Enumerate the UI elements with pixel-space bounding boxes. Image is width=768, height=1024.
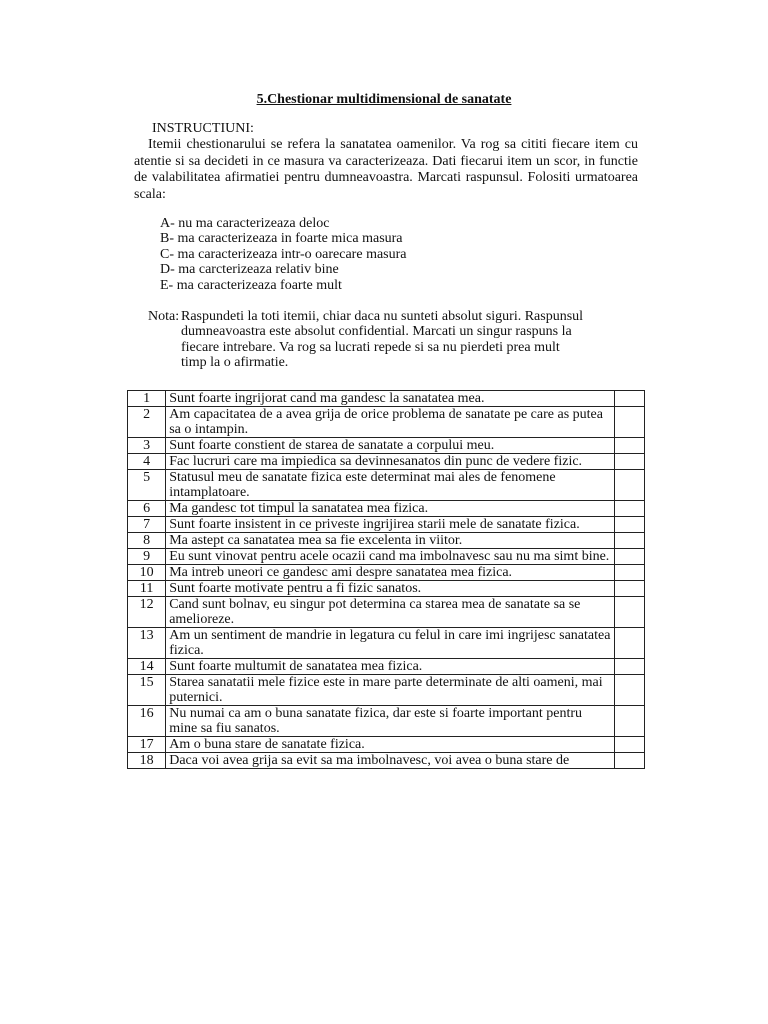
answer-cell[interactable]: [614, 470, 644, 501]
answer-cell[interactable]: [614, 659, 644, 675]
item-statement: Sunt foarte insistent in ce priveste ingrijirea starii mele de sanatate fizica.: [166, 517, 615, 533]
item-statement: Statusul meu de sanatate fizica este determinat mai ales de fenomene intamplatoare.: [166, 470, 615, 501]
item-number: 8: [128, 533, 166, 549]
answer-cell[interactable]: [614, 391, 644, 407]
item-number: 18: [128, 753, 166, 769]
table-row: [128, 581, 645, 597]
item-number: 5: [128, 470, 166, 501]
instructions-paragraph: Itemii chestionarului se refera la sanatatea oamenilor. Va rog sa cititi fiecare item cu atentie si sa decideti in ce masura va caracterizeaza. Dati fiecarui item un scor, in functie de valabilitatea afirmatiei pentru dumneavoastra. Marcati raspunsul. Folositi urmatoarea scala:: [134, 137, 638, 202]
item-number: 7: [128, 517, 166, 533]
item-statement: Am un sentiment de mandrie in legatura cu felul in care imi ingrijesc sanatatea fizica.: [166, 628, 615, 659]
item-number: 4: [128, 454, 166, 470]
item-number: 11: [128, 581, 166, 597]
item-statement: Ma astept ca sanatatea mea sa fie excelenta in viitor.: [166, 533, 615, 549]
item-number: 12: [128, 597, 166, 628]
answer-cell[interactable]: [614, 581, 644, 597]
item-number: 17: [128, 737, 166, 753]
item-statement: Am o buna stare de sanatate fizica.: [166, 737, 615, 753]
table-row: [128, 753, 645, 769]
table-row: [128, 501, 645, 517]
answer-scale: [160, 216, 407, 293]
item-statement: Am capacitatea de a avea grija de orice problema de sanatate pe care as putea sa o intampin.: [166, 407, 615, 438]
table-row: [128, 470, 645, 501]
note-block: [148, 309, 588, 371]
note-label: Nota:: [148, 309, 180, 324]
item-statement: Nu numai ca am o buna sanatate fizica, dar este si foarte important pentru mine sa fiu sanatos.: [166, 706, 615, 737]
item-number: 13: [128, 628, 166, 659]
questionnaire-table: [127, 390, 645, 769]
answer-cell[interactable]: [614, 533, 644, 549]
note-text: Raspundeti la toti itemii, chiar daca nu sunteti absolut siguri. Raspunsul dumneavoastra este absolut confidential. Marcati un singur raspuns la fiecare intrebare. Va rog sa lucrati repede si sa nu pierdeti prea mult timp la o afirmatie.: [181, 309, 584, 371]
answer-cell[interactable]: [614, 628, 644, 659]
answer-cell[interactable]: [614, 517, 644, 533]
answer-cell[interactable]: [614, 438, 644, 454]
instructions-heading: INSTRUCTIUNI:: [152, 121, 254, 136]
item-statement: Starea sanatatii mele fizice este in mare parte determinate de alti oameni, mai puternici.: [166, 675, 615, 706]
table-row: [128, 737, 645, 753]
item-number: 15: [128, 675, 166, 706]
item-number: 2: [128, 407, 166, 438]
item-statement: Sunt foarte constient de starea de sanatate a corpului meu.: [166, 438, 615, 454]
item-statement: Sunt foarte ingrijorat cand ma gandesc la sanatatea mea.: [166, 391, 615, 407]
item-statement: Fac lucruri care ma impiedica sa devinnesanatos din punc de vedere fizic.: [166, 454, 615, 470]
item-number: 3: [128, 438, 166, 454]
item-statement: Sunt foarte multumit de sanatatea mea fizica.: [166, 659, 615, 675]
item-statement: Sunt foarte motivate pentru a fi fizic sanatos.: [166, 581, 615, 597]
answer-cell[interactable]: [614, 737, 644, 753]
item-statement: Cand sunt bolnav, eu singur pot determina ca starea mea de sanatate sa se amelioreze.: [166, 597, 615, 628]
answer-cell[interactable]: [614, 501, 644, 517]
answer-cell[interactable]: [614, 753, 644, 769]
scale-option-a: A- nu ma caracterizeaza deloc: [160, 216, 330, 231]
table-row: [128, 597, 645, 628]
item-statement: Ma gandesc tot timpul la sanatatea mea fizica.: [166, 501, 615, 517]
scale-option-e: E- ma caracterizeaza foarte mult: [160, 277, 342, 293]
page-title: 5.Chestionar multidimensional de sanatate: [256, 92, 512, 107]
item-number: 14: [128, 659, 166, 675]
scale-option-b: B- ma caracterizeaza in foarte mica masura: [160, 231, 403, 247]
table-row: [128, 565, 645, 581]
table-row: [128, 533, 645, 549]
answer-cell[interactable]: [614, 675, 644, 706]
item-number: 16: [128, 706, 166, 737]
scale-option-d: D- ma carcterizeaza relativ bine: [160, 262, 339, 278]
scale-option-c: C- ma caracterizeaza intr-o oarecare masura: [160, 246, 407, 262]
answer-cell[interactable]: [614, 565, 644, 581]
item-number: 1: [128, 391, 166, 407]
answer-cell[interactable]: [614, 706, 644, 737]
item-number: 10: [128, 565, 166, 581]
table-row: [128, 549, 645, 565]
table-row: [128, 517, 645, 533]
table-row: [128, 407, 645, 438]
item-statement: Daca voi avea grija sa evit sa ma imbolnavesc, voi avea o buna stare de: [166, 753, 615, 769]
table-row: [128, 706, 645, 737]
item-number: 9: [128, 549, 166, 565]
table-row: [128, 628, 645, 659]
answer-cell[interactable]: [614, 454, 644, 470]
answer-cell[interactable]: [614, 407, 644, 438]
table-row: [128, 454, 645, 470]
table-row: [128, 391, 645, 407]
table-row: [128, 675, 645, 706]
answer-cell[interactable]: [614, 549, 644, 565]
item-number: 6: [128, 501, 166, 517]
item-statement: Ma intreb uneori ce gandesc ami despre sanatatea mea fizica.: [166, 565, 615, 581]
item-statement: Eu sunt vinovat pentru acele ocazii cand ma imbolnavesc sau nu ma simt bine.: [166, 549, 615, 565]
table-row: [128, 438, 645, 454]
answer-cell[interactable]: [614, 597, 644, 628]
table-row: [128, 659, 645, 675]
